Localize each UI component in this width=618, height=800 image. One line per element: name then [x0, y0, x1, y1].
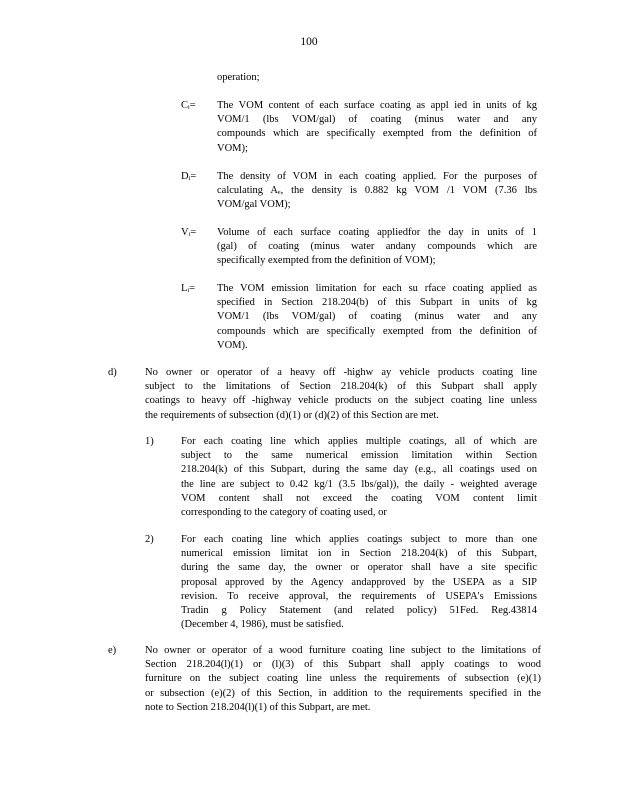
definition-di	[217, 170, 537, 213]
item-d1	[181, 435, 537, 520]
text-line: The VOM emission limitation for each su rface coating applied as	[217, 283, 537, 294]
text-line: (December 4, 1986), must be satisfied.	[181, 619, 344, 631]
text-line: specifically exempted from the definition of VOM);	[217, 255, 436, 267]
definition-li	[217, 282, 537, 353]
text-line: calculating Aₑ, the density is 0.882 kg VOM /1 VOM (7.36 lbs	[217, 185, 537, 197]
text-line: VOM).	[217, 339, 248, 351]
text-line: the requirements of subsection (d)(1) or (d)(2) of this Section are met.	[145, 409, 439, 421]
text-line: operation;	[217, 72, 260, 83]
text-line: Section 218.204(l)(1) or (l)(3) of this Subpart shall apply coatings to wood	[145, 659, 541, 671]
text-line: VOM);	[217, 142, 248, 154]
text-line: The VOM content of each surface coating as appl ied in units of kg	[217, 100, 537, 111]
text-line: Volume of each surface coating appliedfor the day in units of 1	[217, 227, 537, 238]
definition-continuation	[217, 71, 537, 85]
text-line: compounds which are specifically exempted from the definition of	[217, 128, 537, 140]
text-line: the line are subject to 0.42 kg/1 (3.5 lbs/gal)), the daily - weighted average	[181, 478, 537, 490]
paragraph-e	[145, 644, 541, 715]
item-label-d1: 1)	[145, 436, 154, 447]
text-line: VOM/gal VOM);	[217, 199, 291, 211]
definition-ci	[217, 99, 537, 156]
definition-vi	[217, 226, 537, 269]
text-line: VOM/1 (lbs VOM/gal) of coating (minus water and any	[217, 114, 537, 126]
item-d2	[181, 533, 537, 632]
paragraph-d	[145, 366, 537, 423]
text-line: (gal) of coating (minus water andany compounds which are	[217, 241, 537, 253]
text-line: during the same day, the owner or operator shall have a site specific	[181, 562, 537, 574]
text-line: VOM/1 (lbs VOM/gal) of coating (minus water and any	[217, 311, 537, 323]
text-line: Tradin g Policy Statement (and related policy) 51Fed. Reg.43814	[181, 605, 537, 617]
text-line: compounds which are specifically exempted from the definition of	[217, 325, 537, 337]
term-vi: Vᵢ=	[181, 227, 197, 238]
text-line: specified in Section 218.204(b) of this Subpart in units of kg	[217, 297, 537, 309]
paragraph-label-d: d)	[108, 367, 117, 378]
text-line: VOM content shall not exceed the coating VOM content limit	[181, 492, 537, 504]
term-ci: Cᵢ=	[181, 100, 196, 111]
term-di: Dᵢ=	[181, 171, 197, 182]
text-line: note to Section 218.204(l)(1) of this Subpart, are met.	[145, 701, 371, 713]
paragraph-label-e: e)	[108, 645, 117, 656]
text-line: numerical emission limitat ion in Section 218.204(k) of this Subpart,	[181, 548, 537, 560]
text-line: 218.204(k) of this Subpart, during the same day (e.g., all coatings used on	[181, 464, 537, 476]
text-line: subject to the limitations of Section 218.204(k) of this Subpart shall apply	[145, 381, 537, 393]
text-line: corresponding to the category of coating used, or	[181, 507, 387, 519]
text-line: The density of VOM in each coating applied. For the purposes of	[217, 171, 537, 182]
item-label-d2: 2)	[145, 534, 154, 545]
text-line: coatings to heavy off -highway vehicle products on the subject coating line unless	[145, 395, 537, 407]
text-line: revision. To receive approval, the requirements of USEPA's Emissions	[181, 590, 537, 602]
term-li: Lᵢ=	[181, 283, 196, 294]
text-line: For each coating line which applies coatings subject to more than one	[181, 534, 537, 545]
text-line: proposal approved by the Agency andapproved by the USEPA as a SIP	[181, 576, 537, 588]
text-line: or subsection (e)(2) of this Section, in addition to the requirements specified in the	[145, 687, 541, 699]
text-line: For each coating line which applies multiple coatings, all of which are	[181, 436, 537, 447]
text-line: No owner or operator of a heavy off -highw ay vehicle products coating line	[145, 367, 537, 378]
text-line: subject to the same numerical emission limitation within Section	[181, 450, 537, 462]
text-line: furniture on the subject coating line unless the requirements of subsection (e)(1)	[145, 673, 541, 685]
page-number: 100	[300, 36, 318, 48]
text-line: No owner or operator of a wood furniture coating line subject to the limitations of	[145, 645, 541, 656]
